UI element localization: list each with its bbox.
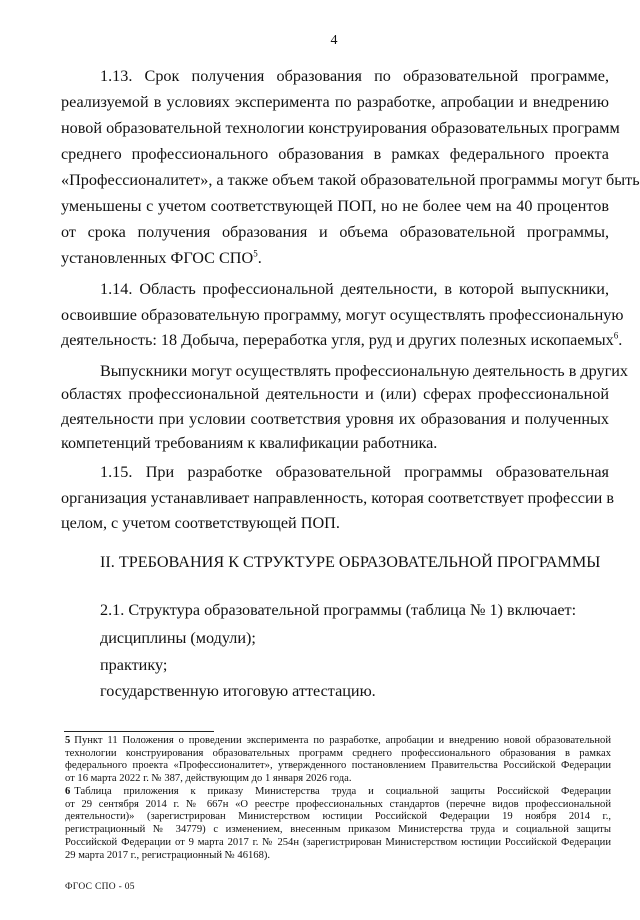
p-1-13-line-3: новой образовательной технологии конструирования образовательных программ: [61, 119, 620, 137]
footnote-5-mark: 5: [65, 735, 71, 746]
p-1-14-line-3-text: деятельность: 18 Добыча, переработка угля, руд и других полезных ископаемых: [61, 331, 614, 349]
footnote-5-line-2: технологии конструирования образовательных программ среднего профессионального образования в рамках: [65, 747, 611, 759]
p-graduates-line-2: областях профессиональной деятельности и (или) сферах профессиональной: [61, 385, 609, 403]
p-1-14-end: .: [618, 331, 623, 349]
footnote-6-line-3: деятельности)» (зарегистрирован Министерством юстиции Российской Федерации 19 ноября 2014 г.,: [65, 811, 611, 823]
document-footer: ФГОС СПО - 05: [65, 882, 135, 892]
section-heading: II. ТРЕБОВАНИЯ К СТРУКТУРЕ ОБРАЗОВАТЕЛЬНОЙ ПРОГРАММЫ: [100, 553, 601, 571]
footnote-6-line-4: регистрационный № 34779) с изменением, внесенным приказом Министерства труда и социальной защиты: [65, 824, 611, 836]
p-1-14-line-3: [61, 330, 623, 350]
footnote-5-line-3: федерального проекта «Профессионалитет», утвержденного постановлением Правительства Российской Федерации: [65, 760, 611, 772]
footnote-5-line-4: от 16 марта 2022 г. № 387, действующим до 1 января 2026 года.: [65, 773, 352, 785]
p-1-15-line-1: 1.15. При разработке образовательной программы образовательная: [100, 463, 609, 481]
footnote-6-mark: 6: [65, 786, 71, 797]
p-graduates-line-1: Выпускники могут осуществлять профессиональную деятельность в других: [100, 362, 629, 380]
footnote-ref-6: 6: [613, 330, 619, 341]
page-number: 4: [330, 33, 338, 48]
footnote-6-line-2: от 29 сентября 2014 г. № 667н «О реестре профессиональных стандартов (перечне видов профессиональной: [65, 798, 611, 810]
p-1-13-line-7: от срока получения образования и объема образовательной программы,: [61, 223, 609, 241]
footnote-separator: [64, 731, 214, 732]
footnote-6-line-6: 29 марта 2017 г., регистрационный № 46168).: [65, 849, 271, 861]
footnote-5-line-1-text: Пункт 11 Положения о проведении эксперимента по разработке, апробации и внедрению новой образовательной: [74, 735, 611, 746]
p-1-15-line-2: организация устанавливает направленность, которая соответствует профессии в: [61, 489, 614, 507]
structure-intro: 2.1. Структура образовательной программы (таблица № 1) включает:: [100, 601, 577, 619]
p-1-13-line-5: «Профессионалитет», а также объем такой образовательной программы могут быть: [61, 171, 640, 189]
structure-item-attestation: государственную итоговую аттестацию.: [100, 682, 376, 700]
p-1-14-line-2: освоившие образовательную программу, могут осуществлять профессиональную: [61, 306, 624, 324]
p-1-13-line-8: [61, 248, 609, 268]
footnote-6-line-1: [65, 786, 611, 799]
p-1-13-line-4: среднего профессионального образования в рамках федерального проекта: [61, 145, 609, 163]
p-1-13-end: .: [257, 249, 262, 267]
p-1-14-line-1: 1.14. Область профессиональной деятельности, в которой выпускники,: [100, 280, 609, 298]
p-graduates-line-3: деятельности при условии соответствия уровня их образования и полученных: [61, 410, 609, 428]
p-1-13-line-1: 1.13. Срок получения образования по образовательной программе,: [100, 67, 609, 85]
p-1-15-line-3: целом, с учетом соответствующей ПОП.: [61, 514, 340, 532]
footnote-5-line-1: [65, 735, 611, 748]
p-1-13-line-2: реализуемой в условиях эксперимента по разработке, апробации и внедрению: [61, 93, 609, 111]
footnote-6-line-1-text: Таблица приложения к приказу Министерства труда и социальной защиты Российской Федерации: [74, 786, 611, 797]
p-1-13-line-6: уменьшены с учетом соответствующей ПОП, но не более чем на 40 процентов: [61, 197, 609, 215]
structure-item-practice: практику;: [100, 656, 168, 674]
footnote-ref-5: 5: [253, 248, 258, 259]
structure-item-disciplines: дисциплины (модули);: [100, 629, 256, 647]
p-1-13-line-8-text: установленных ФГОС СПО: [61, 249, 254, 267]
p-graduates-line-4: компетенций требованиям к квалификации работника.: [61, 434, 438, 452]
footnote-6-line-5: Российской Федерации от 9 марта 2017 г. № 254н (зарегистрирован Министерством юстиции Российской Федерации: [65, 836, 611, 848]
